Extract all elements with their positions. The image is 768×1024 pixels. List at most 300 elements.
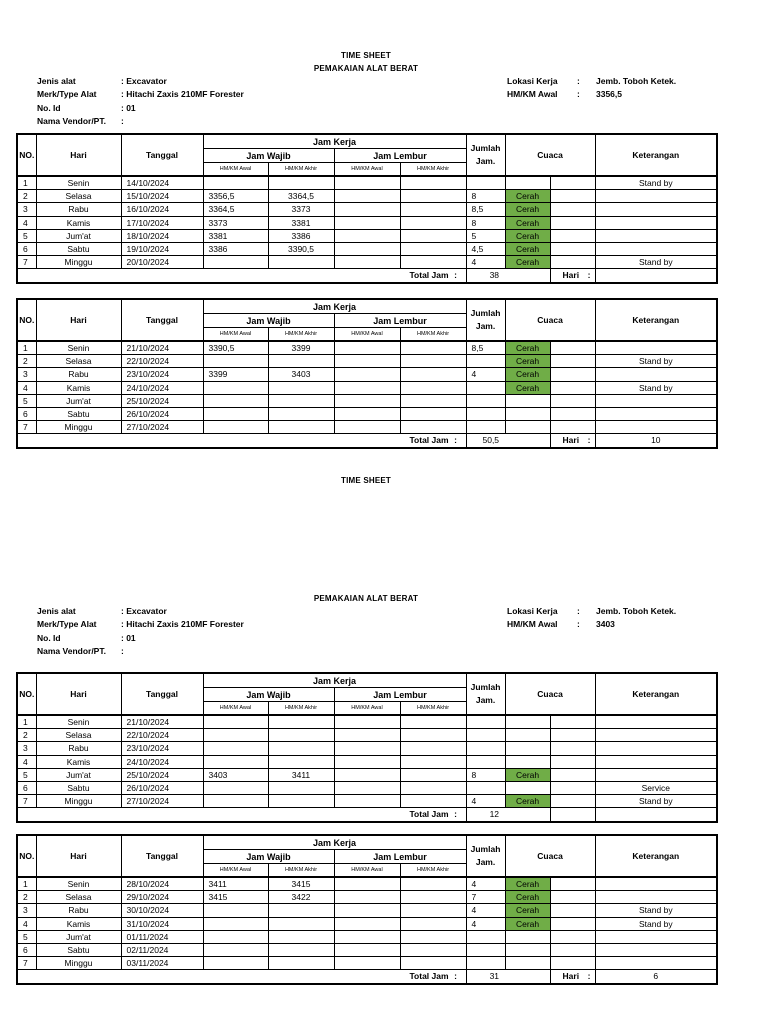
- hm-awal-value: 3356,5: [596, 89, 622, 100]
- cell-cuaca-spacer: [550, 917, 595, 930]
- col-header-jumlah-jam: [466, 134, 505, 176]
- table-row: [17, 242, 717, 255]
- cell-cuaca: Cerah: [505, 355, 550, 368]
- table-row: [17, 256, 717, 269]
- cell-no: 2: [17, 355, 36, 368]
- cell-jumlah-jam: 5: [466, 229, 505, 242]
- cell-hari: Minggu: [36, 795, 121, 808]
- cell-lembur-akhir: [400, 917, 466, 930]
- cell-wajib-awal: 3403: [203, 768, 268, 781]
- cell-wajib-akhir: 3399: [268, 341, 334, 355]
- hm-awal-value: 3403: [596, 619, 615, 630]
- col-header-keterangan: Keterangan: [595, 134, 717, 176]
- table-row: [17, 904, 717, 917]
- cell-keterangan: [595, 768, 717, 781]
- colon: :: [587, 435, 591, 446]
- cell-tanggal: 15/10/2024: [121, 190, 203, 203]
- hari-empty-value: [595, 808, 717, 822]
- vendor-label: Nama Vendor/PT.: [37, 116, 106, 127]
- cell-wajib-akhir: 3415: [268, 877, 334, 891]
- jam-label: Jam.: [475, 695, 496, 705]
- cell-lembur-awal: [334, 742, 400, 755]
- cell-hari: Rabu: [36, 203, 121, 216]
- cell-wajib-awal: [203, 381, 268, 394]
- cell-no: 7: [17, 256, 36, 269]
- cell-wajib-awal: 3356,5: [203, 190, 268, 203]
- col-header-jam-lembur: Jam Lembur: [334, 688, 466, 702]
- table-row: [17, 355, 717, 368]
- cell-wajib-awal: [203, 729, 268, 742]
- cell-wajib-akhir: [268, 421, 334, 434]
- col-header-jam-kerja: Jam Kerja: [203, 299, 466, 314]
- cell-lembur-awal: [334, 755, 400, 768]
- cell-cuaca: Cerah: [505, 242, 550, 255]
- table-row: [17, 957, 717, 970]
- col-header-hari: Hari: [36, 134, 121, 176]
- cell-cuaca: [505, 715, 550, 729]
- cell-keterangan: [595, 203, 717, 216]
- cell-cuaca-spacer: [550, 229, 595, 242]
- jam-label: Jam.: [475, 156, 496, 166]
- cell-tanggal: 18/10/2024: [121, 229, 203, 242]
- cell-wajib-awal: [203, 904, 268, 917]
- hari-text: Hari: [562, 270, 580, 281]
- cell-wajib-awal: 3399: [203, 368, 268, 381]
- col-header-keterangan: Keterangan: [595, 835, 717, 877]
- cell-no: 1: [17, 341, 36, 355]
- cell-wajib-awal: [203, 957, 268, 970]
- col-header-lembur-akhir: HM/KM Akhir: [400, 328, 466, 342]
- col-header-wajib-awal: HM/KM Awal: [203, 163, 268, 177]
- cell-jumlah-jam: [466, 394, 505, 407]
- cell-hari: Kamis: [36, 381, 121, 394]
- cell-cuaca: Cerah: [505, 891, 550, 904]
- noid-value: : 01: [121, 102, 136, 113]
- cell-lembur-awal: [334, 203, 400, 216]
- table-row: [17, 381, 717, 394]
- cell-jumlah-jam: [466, 407, 505, 420]
- cell-lembur-akhir: [400, 381, 466, 394]
- cell-cuaca-spacer: [550, 256, 595, 269]
- timesheet-table: [16, 133, 718, 284]
- colon: :: [454, 435, 457, 446]
- cell-no: 7: [17, 957, 36, 970]
- jam-label: Jam.: [475, 857, 496, 867]
- table-row: [17, 715, 717, 729]
- cell-cuaca-spacer: [550, 216, 595, 229]
- cell-lembur-awal: [334, 394, 400, 407]
- cell-lembur-akhir: [400, 930, 466, 943]
- cell-tanggal: 03/11/2024: [121, 957, 203, 970]
- cell-hari: Senin: [36, 176, 121, 190]
- col-header-jam-wajib: Jam Wajib: [203, 688, 334, 702]
- colon: :: [587, 971, 591, 982]
- col-header-lembur-awal: HM/KM Awal: [334, 702, 400, 716]
- cell-jumlah-jam: 4: [466, 795, 505, 808]
- cell-cuaca: [505, 943, 550, 956]
- cell-no: 6: [17, 242, 36, 255]
- lokasi-label: Lokasi Kerja: [507, 606, 558, 616]
- table-row: [17, 394, 717, 407]
- cell-cuaca-spacer: [550, 877, 595, 891]
- table-row: [17, 203, 717, 216]
- cell-no: 3: [17, 742, 36, 755]
- cell-cuaca-spacer: [550, 381, 595, 394]
- cell-no: 2: [17, 891, 36, 904]
- cell-wajib-awal: [203, 176, 268, 190]
- table-row: [17, 742, 717, 755]
- cell-keterangan: [595, 190, 717, 203]
- cell-wajib-akhir: [268, 755, 334, 768]
- total-spacer: [505, 970, 550, 984]
- col-header-hari: Hari: [36, 673, 121, 715]
- cell-cuaca: [505, 394, 550, 407]
- cell-tanggal: 26/10/2024: [121, 781, 203, 794]
- cell-keterangan: Stand by: [595, 795, 717, 808]
- hm-awal-label: HM/KM Awal: [507, 619, 558, 630]
- cell-tanggal: 19/10/2024: [121, 242, 203, 255]
- sheet-title-2: TIME SHEET: [340, 476, 391, 485]
- cell-jumlah-jam: 4: [466, 917, 505, 930]
- cell-cuaca-spacer: [550, 742, 595, 755]
- cell-lembur-awal: [334, 355, 400, 368]
- cell-keterangan: [595, 729, 717, 742]
- cell-no: 5: [17, 229, 36, 242]
- table-row: [17, 190, 717, 203]
- cell-cuaca: Cerah: [505, 341, 550, 355]
- hari-label: [550, 970, 595, 984]
- cell-wajib-akhir: [268, 729, 334, 742]
- sheet-subtitle: PEMAKAIAN ALAT BERAT: [313, 64, 419, 73]
- cell-hari: Jum'at: [36, 930, 121, 943]
- merk-value: : Hitachi Zaxis 210MF Forester: [121, 89, 244, 100]
- cell-keterangan: Stand by: [595, 904, 717, 917]
- cell-wajib-akhir: [268, 957, 334, 970]
- cell-wajib-awal: 3364,5: [203, 203, 268, 216]
- cell-keterangan: Service: [595, 781, 717, 794]
- total-jam-text: Total Jam: [409, 270, 449, 281]
- col-header-no: NO.: [17, 673, 36, 715]
- table-row: [17, 917, 717, 930]
- cell-jumlah-jam: 4: [466, 904, 505, 917]
- cell-tanggal: 22/10/2024: [121, 729, 203, 742]
- cell-jumlah-jam: [466, 176, 505, 190]
- cell-wajib-akhir: 3386: [268, 229, 334, 242]
- sheet-subtitle-2: PEMAKAIAN ALAT BERAT: [313, 594, 419, 603]
- cell-keterangan: [595, 957, 717, 970]
- cell-cuaca: Cerah: [505, 229, 550, 242]
- hari-empty: [550, 808, 595, 822]
- cell-tanggal: 27/10/2024: [121, 421, 203, 434]
- cell-wajib-akhir: [268, 781, 334, 794]
- colon: :: [577, 76, 580, 86]
- cell-hari: Rabu: [36, 368, 121, 381]
- cell-no: 5: [17, 768, 36, 781]
- cell-hari: Sabtu: [36, 781, 121, 794]
- cell-tanggal: 24/10/2024: [121, 755, 203, 768]
- cell-keterangan: [595, 394, 717, 407]
- col-header-cuaca: Cuaca: [505, 673, 595, 715]
- cell-keterangan: [595, 715, 717, 729]
- jumlah-label: Jumlah: [470, 844, 501, 854]
- cell-cuaca: [505, 755, 550, 768]
- cell-cuaca-spacer: [550, 943, 595, 956]
- cell-lembur-awal: [334, 368, 400, 381]
- cell-wajib-akhir: [268, 407, 334, 420]
- merk-value: : Hitachi Zaxis 210MF Forester: [121, 619, 244, 630]
- cell-keterangan: [595, 216, 717, 229]
- cell-keterangan: [595, 407, 717, 420]
- col-header-jam-kerja: Jam Kerja: [203, 134, 466, 149]
- total-jam-text: Total Jam: [409, 435, 449, 446]
- cell-lembur-awal: [334, 877, 400, 891]
- cell-no: 7: [17, 795, 36, 808]
- cell-lembur-awal: [334, 242, 400, 255]
- timesheet-table: [16, 298, 718, 449]
- cell-keterangan: [595, 755, 717, 768]
- cell-keterangan: [595, 421, 717, 434]
- cell-hari: Kamis: [36, 917, 121, 930]
- cell-cuaca: [505, 176, 550, 190]
- col-header-no: NO.: [17, 835, 36, 877]
- total-jam-label: [17, 970, 466, 984]
- cell-lembur-akhir: [400, 421, 466, 434]
- cell-keterangan: Stand by: [595, 176, 717, 190]
- col-header-hari: Hari: [36, 299, 121, 341]
- cell-wajib-awal: 3411: [203, 877, 268, 891]
- cell-hari: Sabtu: [36, 943, 121, 956]
- cell-keterangan: [595, 242, 717, 255]
- cell-keterangan: [595, 943, 717, 956]
- cell-no: 7: [17, 421, 36, 434]
- cell-wajib-akhir: [268, 394, 334, 407]
- col-header-wajib-akhir: HM/KM Akhir: [268, 702, 334, 716]
- col-header-wajib-awal: HM/KM Awal: [203, 328, 268, 342]
- cell-tanggal: 28/10/2024: [121, 877, 203, 891]
- cell-lembur-awal: [334, 216, 400, 229]
- cell-keterangan: [595, 742, 717, 755]
- col-header-cuaca: Cuaca: [505, 134, 595, 176]
- hari-value: [595, 269, 717, 283]
- jumlah-label: Jumlah: [470, 308, 501, 318]
- cell-jumlah-jam: 8,5: [466, 203, 505, 216]
- table-row: [17, 755, 717, 768]
- cell-hari: Jum'at: [36, 394, 121, 407]
- cell-jumlah-jam: [466, 421, 505, 434]
- cell-cuaca: [505, 407, 550, 420]
- cell-hari: Selasa: [36, 355, 121, 368]
- cell-jumlah-jam: [466, 943, 505, 956]
- total-jam-value: 12: [466, 808, 505, 822]
- cell-cuaca-spacer: [550, 203, 595, 216]
- cell-lembur-awal: [334, 407, 400, 420]
- col-header-jam-kerja: Jam Kerja: [203, 673, 466, 688]
- cell-tanggal: 23/10/2024: [121, 742, 203, 755]
- cell-cuaca: [505, 742, 550, 755]
- col-header-lembur-awal: HM/KM Awal: [334, 163, 400, 177]
- timesheet-table: [16, 672, 718, 823]
- cell-lembur-akhir: [400, 190, 466, 203]
- cell-wajib-akhir: [268, 715, 334, 729]
- cell-lembur-akhir: [400, 904, 466, 917]
- cell-wajib-awal: [203, 943, 268, 956]
- cell-wajib-awal: 3386: [203, 242, 268, 255]
- cell-cuaca: Cerah: [505, 917, 550, 930]
- cell-lembur-akhir: [400, 176, 466, 190]
- cell-jumlah-jam: 4,5: [466, 242, 505, 255]
- cell-lembur-awal: [334, 256, 400, 269]
- cell-lembur-awal: [334, 781, 400, 794]
- cell-cuaca-spacer: [550, 795, 595, 808]
- cell-keterangan: Stand by: [595, 381, 717, 394]
- col-header-keterangan: Keterangan: [595, 673, 717, 715]
- cell-jumlah-jam: 4: [466, 256, 505, 269]
- cell-cuaca: Cerah: [505, 904, 550, 917]
- col-header-no: NO.: [17, 299, 36, 341]
- total-row: [17, 970, 717, 984]
- cell-lembur-akhir: [400, 229, 466, 242]
- total-jam-value: 50,5: [466, 434, 505, 448]
- vendor-value: :: [121, 116, 124, 127]
- cell-keterangan: [595, 930, 717, 943]
- cell-wajib-akhir: [268, 795, 334, 808]
- cell-wajib-awal: [203, 781, 268, 794]
- total-jam-label: [17, 808, 466, 822]
- cell-hari: Rabu: [36, 904, 121, 917]
- cell-lembur-awal: [334, 904, 400, 917]
- cell-jumlah-jam: [466, 355, 505, 368]
- jenis-alat-value: : Excavator: [121, 606, 167, 616]
- cell-lembur-akhir: [400, 957, 466, 970]
- total-row: [17, 269, 717, 283]
- cell-lembur-akhir: [400, 394, 466, 407]
- table-row: [17, 216, 717, 229]
- col-header-wajib-awal: HM/KM Awal: [203, 702, 268, 716]
- cell-tanggal: 20/10/2024: [121, 256, 203, 269]
- cell-lembur-akhir: [400, 355, 466, 368]
- table-row: [17, 407, 717, 420]
- cell-jumlah-jam: 8: [466, 190, 505, 203]
- cell-no: 3: [17, 904, 36, 917]
- cell-tanggal: 31/10/2024: [121, 917, 203, 930]
- cell-wajib-akhir: [268, 943, 334, 956]
- col-header-tanggal: Tanggal: [121, 299, 203, 341]
- col-header-jumlah-jam: [466, 835, 505, 877]
- cell-keterangan: [595, 877, 717, 891]
- cell-jumlah-jam: 4: [466, 368, 505, 381]
- cell-cuaca-spacer: [550, 891, 595, 904]
- cell-cuaca-spacer: [550, 957, 595, 970]
- cell-cuaca-spacer: [550, 715, 595, 729]
- cell-hari: Sabtu: [36, 407, 121, 420]
- vendor-label: Nama Vendor/PT.: [37, 646, 106, 657]
- cell-cuaca: Cerah: [505, 190, 550, 203]
- col-header-lembur-akhir: HM/KM Akhir: [400, 163, 466, 177]
- cell-tanggal: 24/10/2024: [121, 381, 203, 394]
- merk-label: Merk/Type Alat: [37, 619, 97, 630]
- total-jam-value: 38: [466, 269, 505, 283]
- vendor-value: :: [121, 646, 124, 657]
- cell-hari: Kamis: [36, 216, 121, 229]
- cell-lembur-awal: [334, 930, 400, 943]
- cell-hari: Minggu: [36, 256, 121, 269]
- cell-cuaca: Cerah: [505, 795, 550, 808]
- cell-jumlah-jam: [466, 755, 505, 768]
- cell-hari: Sabtu: [36, 242, 121, 255]
- cell-lembur-awal: [334, 891, 400, 904]
- cell-wajib-akhir: 3422: [268, 891, 334, 904]
- cell-cuaca: Cerah: [505, 368, 550, 381]
- cell-wajib-akhir: [268, 917, 334, 930]
- cell-lembur-akhir: [400, 943, 466, 956]
- cell-keterangan: Stand by: [595, 256, 717, 269]
- noid-value: : 01: [121, 632, 136, 643]
- cell-tanggal: 23/10/2024: [121, 368, 203, 381]
- cell-hari: Jum'at: [36, 229, 121, 242]
- cell-lembur-awal: [334, 421, 400, 434]
- cell-no: 4: [17, 216, 36, 229]
- table-row: [17, 781, 717, 794]
- cell-jumlah-jam: 7: [466, 891, 505, 904]
- cell-lembur-awal: [334, 229, 400, 242]
- col-header-lembur-awal: HM/KM Awal: [334, 864, 400, 878]
- cell-cuaca: Cerah: [505, 877, 550, 891]
- cell-lembur-awal: [334, 715, 400, 729]
- total-spacer: [505, 808, 550, 822]
- cell-jumlah-jam: [466, 742, 505, 755]
- cell-lembur-akhir: [400, 203, 466, 216]
- cell-wajib-awal: [203, 421, 268, 434]
- cell-hari: Selasa: [36, 190, 121, 203]
- cell-no: 6: [17, 943, 36, 956]
- cell-lembur-awal: [334, 957, 400, 970]
- cell-wajib-awal: [203, 355, 268, 368]
- cell-lembur-awal: [334, 190, 400, 203]
- location-info-2: [507, 605, 676, 632]
- cell-cuaca-spacer: [550, 355, 595, 368]
- cell-no: 6: [17, 407, 36, 420]
- cell-no: 4: [17, 381, 36, 394]
- cell-wajib-akhir: [268, 381, 334, 394]
- timesheet-table: [16, 834, 718, 985]
- total-spacer: [505, 269, 550, 283]
- cell-cuaca: [505, 421, 550, 434]
- cell-cuaca-spacer: [550, 190, 595, 203]
- cell-lembur-awal: [334, 795, 400, 808]
- col-header-jam-wajib: Jam Wajib: [203, 314, 334, 328]
- cell-jumlah-jam: 4: [466, 877, 505, 891]
- cell-wajib-akhir: 3373: [268, 203, 334, 216]
- cell-no: 5: [17, 930, 36, 943]
- cell-wajib-akhir: 3364,5: [268, 190, 334, 203]
- cell-wajib-akhir: [268, 355, 334, 368]
- col-header-tanggal: Tanggal: [121, 673, 203, 715]
- cell-cuaca: [505, 930, 550, 943]
- cell-wajib-awal: 3390,5: [203, 341, 268, 355]
- cell-cuaca-spacer: [550, 407, 595, 420]
- cell-lembur-akhir: [400, 768, 466, 781]
- cell-tanggal: 14/10/2024: [121, 176, 203, 190]
- cell-no: 2: [17, 729, 36, 742]
- table-row: [17, 877, 717, 891]
- cell-wajib-awal: 3373: [203, 216, 268, 229]
- cell-lembur-awal: [334, 917, 400, 930]
- col-header-jumlah-jam: [466, 299, 505, 341]
- jenis-alat-value: : Excavator: [121, 76, 167, 86]
- cell-wajib-awal: [203, 256, 268, 269]
- cell-wajib-akhir: 3403: [268, 368, 334, 381]
- cell-wajib-akhir: [268, 256, 334, 269]
